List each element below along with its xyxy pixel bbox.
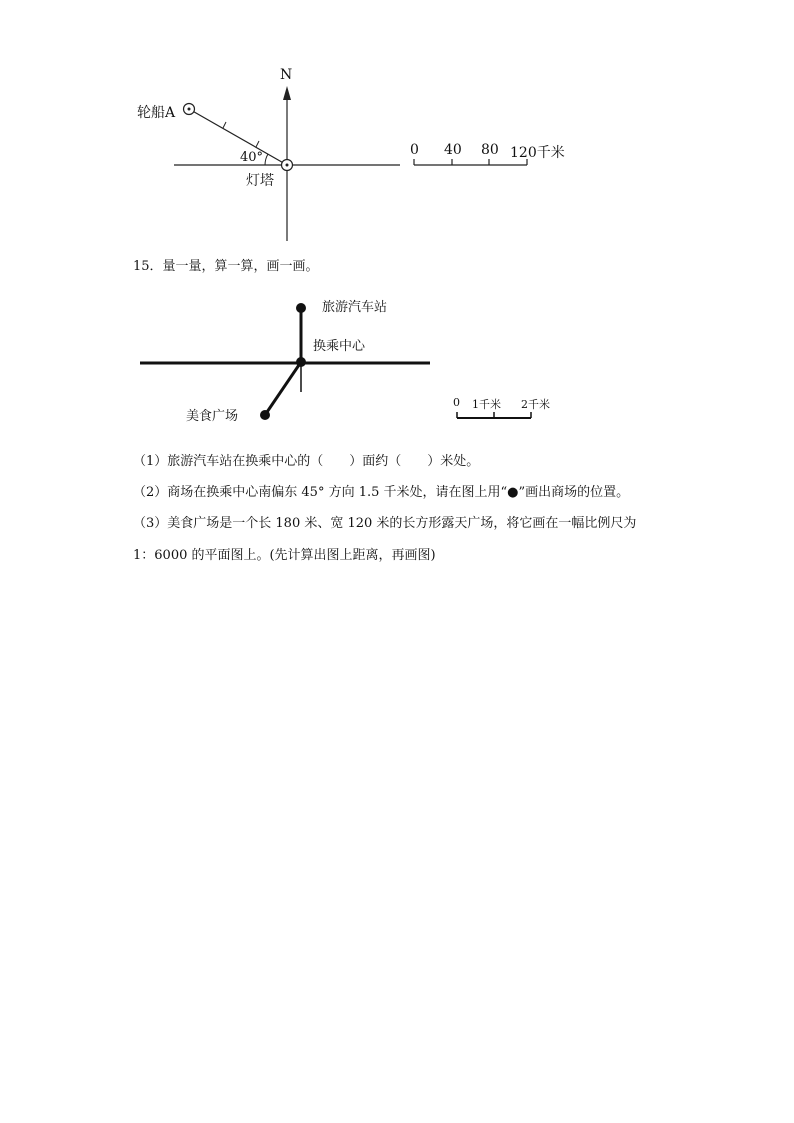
- scale-label-80: 80: [481, 142, 499, 158]
- bus-station-label: 旅游汽车站: [322, 300, 388, 315]
- transfer-center-map: [0, 0, 794, 440]
- transfer-center-label: 换乘中心: [313, 339, 366, 354]
- food-plaza-label: 美食广场: [186, 409, 239, 424]
- north-label: N: [280, 67, 293, 83]
- food-plaza-path: [265, 362, 301, 415]
- scale-label-0: 0: [453, 396, 460, 409]
- sub-question-2: （2）商场在换乘中心南偏东 45° 方向 1.5 千米处，请在图上用“●”画出商场的位置。: [133, 485, 630, 500]
- scale-label-120: 120千米: [510, 145, 565, 161]
- angle-label: 40°: [240, 150, 264, 165]
- scale-label-40: 40: [444, 142, 462, 158]
- scale-label-2km: 2千米: [521, 398, 550, 411]
- scale-label-0: 0: [410, 142, 419, 158]
- sub-question-3-line1: （3）美食广场是一个长 180 米、宽 120 米的长方形露天广场，将它画在一幅比例尺为: [133, 516, 637, 531]
- scale-label-1km: 1千米: [472, 398, 501, 411]
- ship-label: 轮船A: [137, 105, 176, 121]
- food-plaza-point-icon: [260, 410, 270, 420]
- lighthouse-label: 灯塔: [246, 173, 274, 189]
- sub-question-3-line2: 1：6000 的平面图上。(先计算出图上距离，再画图): [133, 548, 436, 563]
- transfer-center-point-icon: [296, 357, 306, 367]
- question-heading: 15．量一量，算一算，画一画。: [133, 259, 319, 274]
- bus-station-point-icon: [296, 303, 306, 313]
- sub-question-1: （1）旅游汽车站在换乘中心的（ ）面约（ ）米处。: [133, 454, 480, 469]
